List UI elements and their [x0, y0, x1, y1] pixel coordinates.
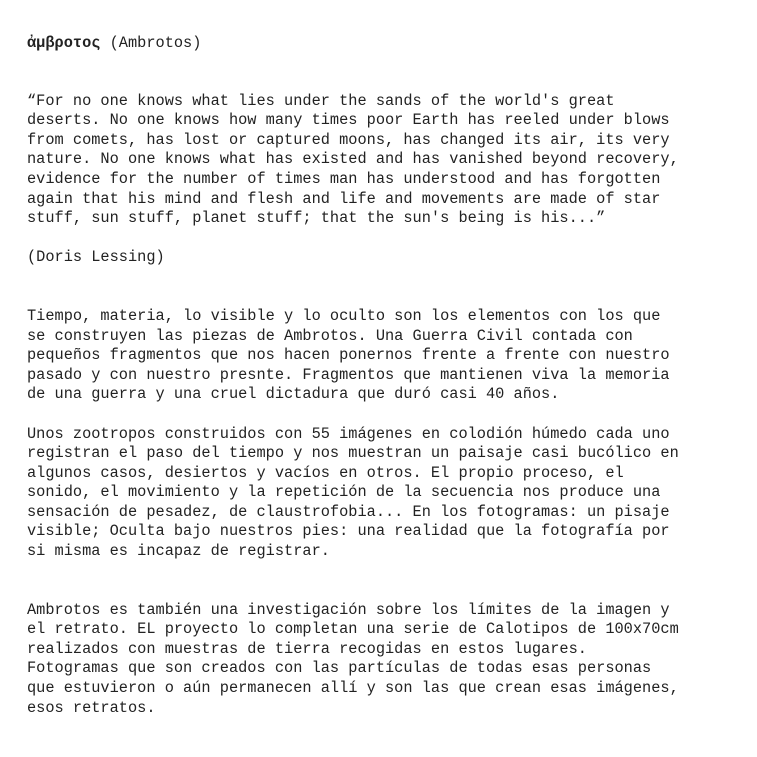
paragraph-line: algunos casos, desiertos y vacíos en otros. El propio proceso, el — [27, 463, 624, 482]
paragraph-line: Ambrotos es también una investigación sobre los límites de la imagen y — [27, 600, 670, 619]
paragraph-line: sonido, el movimiento y la repetición de la secuencia nos produce una — [27, 483, 661, 502]
paragraph-intro — [27, 307, 737, 405]
paragraph-line: si misma es incapaz de registrar. — [27, 542, 330, 561]
title-greek: ἀμβροτος — [27, 34, 101, 52]
quote-line: again that his mind and flesh and life and movements are made of star — [27, 189, 661, 208]
title-latin: (Ambrotos) — [109, 34, 202, 52]
paragraph-line: registran el paso del tiempo y nos muestran un paisaje casi bucólico en — [27, 444, 679, 463]
quote-line: from comets, has lost or captured moons, has changed its air, its very — [27, 130, 670, 149]
quote-line: evidence for the number of times man has understood and has forgotten — [27, 169, 661, 188]
paragraph-line: esos retratos. — [27, 698, 156, 717]
paragraph-line: pequeños fragmentos que nos hacen ponernos frente a frente con nuestro — [27, 346, 670, 365]
paragraph-line: realizados con muestras de tierra recogidas en estos lugares. — [27, 639, 587, 658]
paragraph-line: sensación de pesadez, de claustrofobia... En los fotogramas: un pisaje — [27, 502, 670, 521]
quote-line: stuff, sun stuff, planet stuff; that the sun's being is his...” — [27, 209, 606, 228]
paragraph-line: de una guerra y una cruel dictadura que duró casi 40 años. — [27, 385, 560, 404]
paragraph-line: Fotogramas que son creados con las partículas de todas esas personas — [27, 659, 652, 678]
epigraph-quote — [27, 92, 737, 229]
quote-line: “For no one knows what lies under the sands of the world's great — [27, 91, 615, 110]
quote-line: deserts. No one knows how many times poor Earth has reeled under blows — [27, 111, 670, 130]
quote-line: nature. No one knows what has existed and has vanished beyond recovery, — [27, 150, 679, 169]
paragraph-line: el retrato. EL proyecto lo completan una serie de Calotipos de 100x70cm — [27, 620, 679, 639]
paragraph-line: visible; Oculta bajo nuestros pies: una realidad que la fotografía por — [27, 522, 670, 541]
quote-attribution: (Doris Lessing) — [27, 248, 165, 267]
paragraph-zootropes — [27, 425, 737, 562]
paragraph-line: que estuvieron o aún permanecen allí y son las que crean esas imágenes, — [27, 679, 679, 698]
paragraph-line: Unos zootropos construidos con 55 imágenes en colodión húmedo cada uno — [27, 424, 670, 443]
paragraph-line: Tiempo, materia, lo visible y lo oculto son los elementos con los que — [27, 306, 661, 325]
document-title — [27, 34, 737, 54]
paragraph-line: pasado y con nuestro presnte. Fragmentos que mantienen viva la memoria — [27, 365, 670, 384]
paragraph-calotypes — [27, 601, 737, 719]
paragraph-line: se construyen las piezas de Ambrotos. Una Guerra Civil contada con — [27, 326, 633, 345]
